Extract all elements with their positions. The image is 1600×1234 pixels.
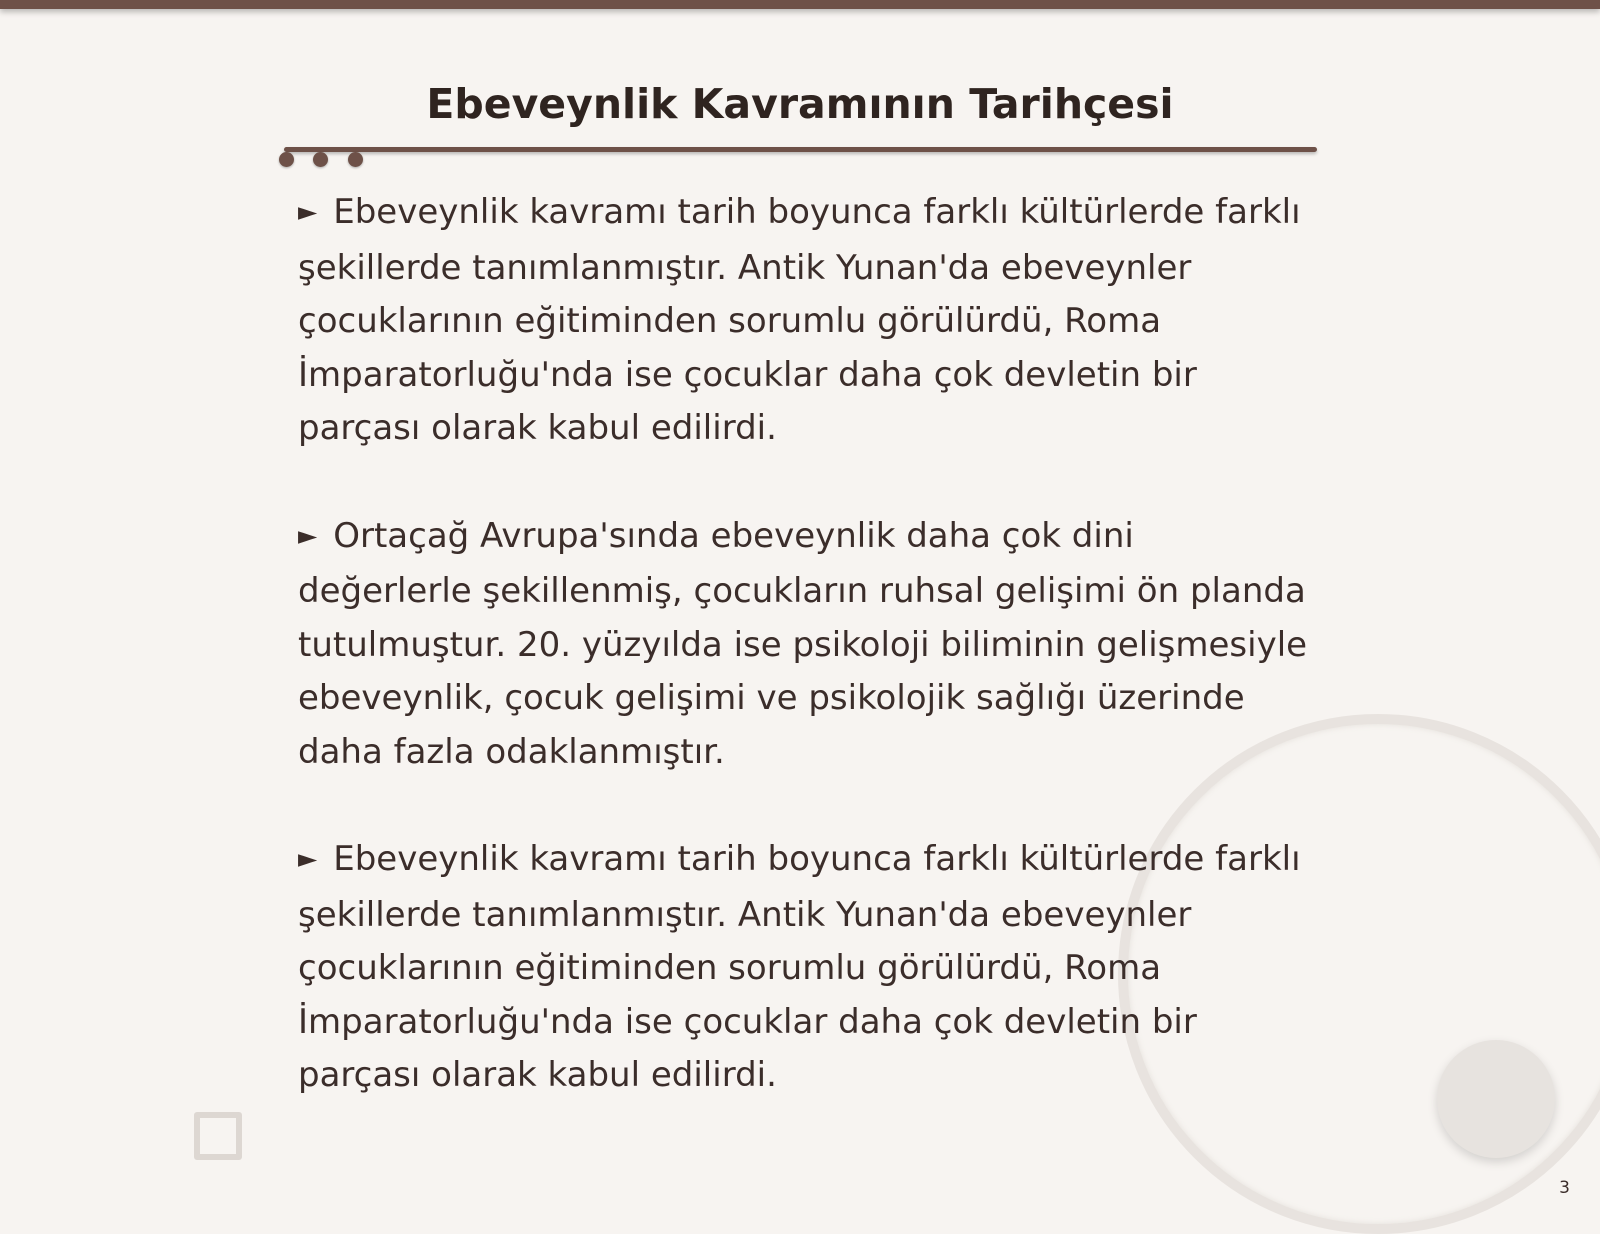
decorative-square <box>194 1112 242 1160</box>
page-number: 3 <box>1559 1178 1570 1198</box>
bullet-arrow-icon: ► <box>298 197 318 226</box>
bullet-list <box>298 186 1308 1157</box>
bullet-arrow-icon: ► <box>298 520 318 550</box>
underline-dot <box>279 152 294 167</box>
bullet-arrow-icon: ► <box>298 844 318 873</box>
bullet-item <box>298 510 1308 780</box>
title-underline <box>284 147 1317 152</box>
bullet-text: Ebeveynlik kavramı tarih boyunca farklı kültürlerde farklı şekillerde tanımlanmıştır. Antik Yunan'da ebeveynler çocuklarının eğitiminden sorumlu görülürdü, Roma İmparatorluğu'nda ise çocuklar daha çok devletin bir parçası olarak kabul edilirdi. <box>298 192 1301 448</box>
slide-title: Ebeveynlik Kavramının Tarihçesi <box>426 80 1174 128</box>
decorative-circle <box>1437 1040 1555 1158</box>
top-accent-bar <box>0 0 1600 9</box>
bullet-item <box>298 186 1308 456</box>
bullet-text: Ortaçağ Avrupa'sında ebeveynlik daha çok dini değerlerle şekillenmiş, çocukların ruhsal gelişimi ön planda tutulmuştur. 20. yüzyılda ise psikoloji biliminin gelişmesiyle ebeveynlik, çocuk gelişimi ve psikolojik sağlığı üzerinde daha fazla odaklanmıştır. <box>298 515 1308 772</box>
underline-dot <box>313 152 328 167</box>
bullet-item <box>298 833 1308 1103</box>
bullet-text: Ebeveynlik kavramı tarih boyunca farklı kültürlerde farklı şekillerde tanımlanmıştır. Antik Yunan'da ebeveynler çocuklarının eğitiminden sorumlu görülürdü, Roma İmparatorluğu'nda ise çocuklar daha çok devletin bir parçası olarak kabul edilirdi. <box>298 839 1301 1095</box>
underline-dot <box>348 152 363 167</box>
